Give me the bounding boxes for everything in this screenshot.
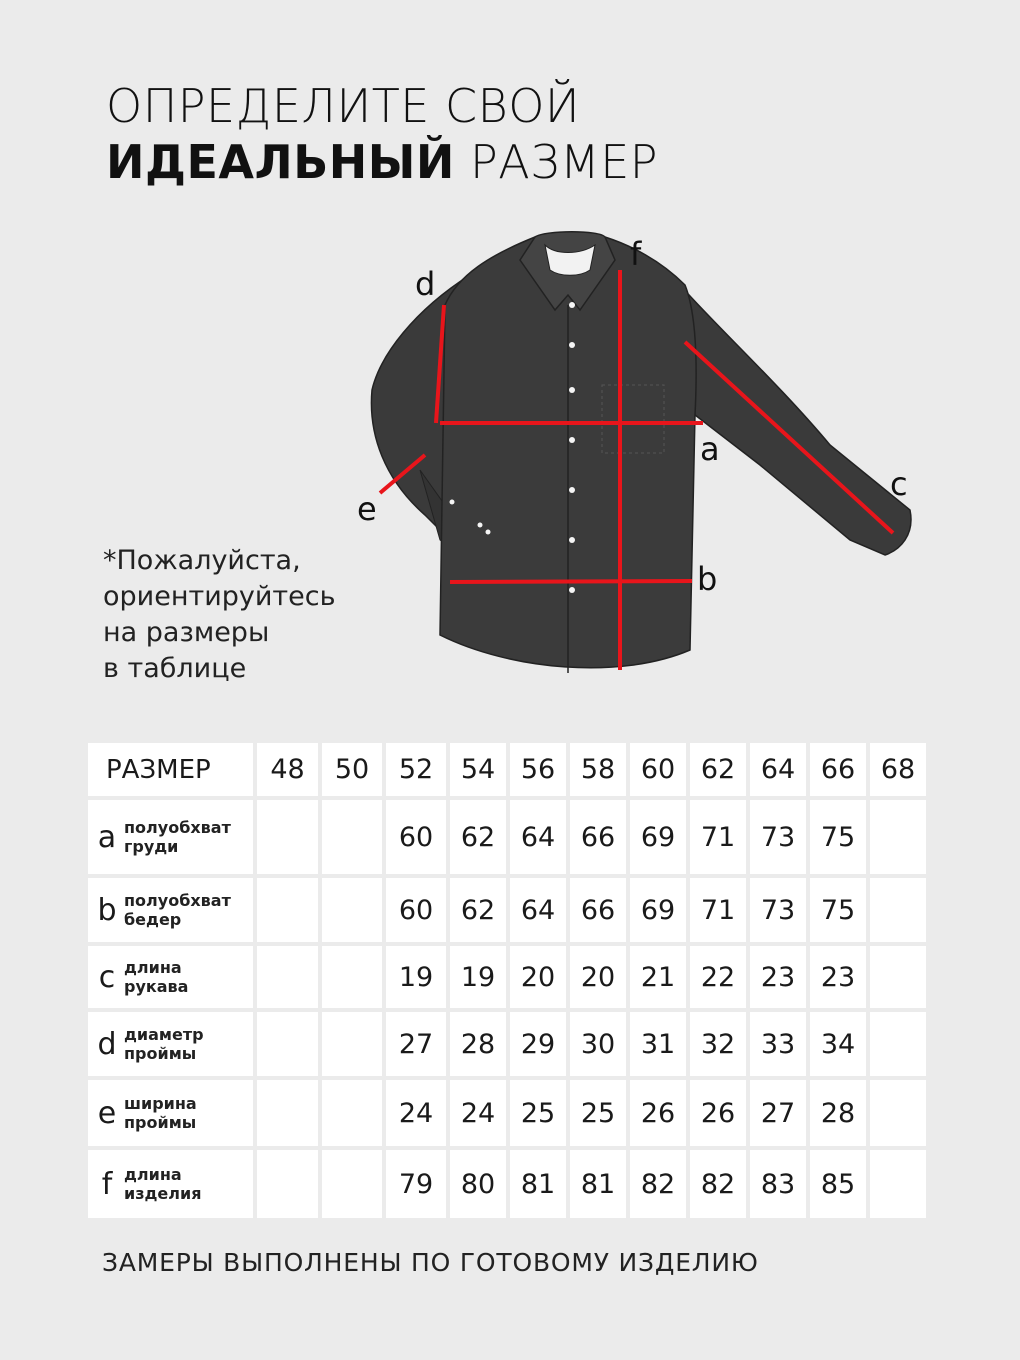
measure-label-cell <box>88 1150 253 1218</box>
table-value-cell: 27 <box>750 1080 806 1146</box>
size-header-cell: 60 <box>630 743 686 796</box>
table-value-cell: 73 <box>750 800 806 874</box>
table-value-cell: 25 <box>510 1080 566 1146</box>
table-value-cell: 20 <box>510 946 566 1008</box>
measure-name <box>124 958 188 996</box>
measure-letter: a <box>97 819 117 855</box>
table-value-cell: 28 <box>450 1012 506 1076</box>
table-header-label: РАЗМЕР <box>88 743 253 796</box>
size-header-cell: 64 <box>750 743 806 796</box>
table-value-cell <box>870 1150 926 1218</box>
table-value-cell: 75 <box>810 878 866 942</box>
measure-name-line: длина <box>124 1165 182 1184</box>
measure-name <box>124 1165 201 1203</box>
table-value-cell: 81 <box>510 1150 566 1218</box>
table-value-cell: 60 <box>386 800 446 874</box>
table-value-cell: 64 <box>510 800 566 874</box>
size-header-cell: 50 <box>322 743 382 796</box>
size-table <box>88 743 926 1218</box>
measure-name-line: полуобхват <box>124 818 231 837</box>
table-value-cell: 26 <box>690 1080 746 1146</box>
table-value-cell: 69 <box>630 800 686 874</box>
measure-label-cell <box>88 800 253 874</box>
table-value-cell: 75 <box>810 800 866 874</box>
table-value-cell: 32 <box>690 1012 746 1076</box>
diagram-label-e: e <box>357 490 377 528</box>
diagram-label-d: d <box>415 265 436 303</box>
table-value-cell: 71 <box>690 800 746 874</box>
table-value-cell: 85 <box>810 1150 866 1218</box>
table-value-cell: 34 <box>810 1012 866 1076</box>
diagram-label-c: c <box>890 465 908 503</box>
table-value-cell: 29 <box>510 1012 566 1076</box>
measure-name-line: бедер <box>124 910 182 929</box>
measure-name-line: ширина <box>124 1094 197 1113</box>
table-value-cell <box>257 878 318 942</box>
table-value-cell: 19 <box>450 946 506 1008</box>
measure-letter: d <box>97 1026 117 1062</box>
table-value-cell: 33 <box>750 1012 806 1076</box>
note-line: *Пожалуйста, <box>103 545 301 576</box>
measure-name <box>124 1025 204 1063</box>
size-header-cell: 54 <box>450 743 506 796</box>
measure-name-line: диаметр <box>124 1025 204 1044</box>
table-value-cell: 31 <box>630 1012 686 1076</box>
table-value-cell: 24 <box>386 1080 446 1146</box>
table-value-cell: 21 <box>630 946 686 1008</box>
table-value-cell: 82 <box>630 1150 686 1218</box>
measure-letter: f <box>101 1166 113 1202</box>
table-value-cell: 60 <box>386 878 446 942</box>
measure-name-line: полуобхват <box>124 891 231 910</box>
diagram-label-f: f <box>630 235 642 273</box>
shirt-diagram <box>340 215 930 685</box>
table-value-cell: 66 <box>570 800 626 874</box>
measure-letter: e <box>97 1095 117 1131</box>
table-value-cell: 19 <box>386 946 446 1008</box>
table-value-cell: 66 <box>570 878 626 942</box>
footer-note: ЗАМЕРЫ ВЫПОЛНЕНЫ ПО ГОТОВОМУ ИЗДЕЛИЮ <box>102 1248 759 1277</box>
table-value-cell <box>322 1150 382 1218</box>
note-line: на размеры <box>103 617 270 648</box>
table-value-cell <box>257 800 318 874</box>
measure-name <box>124 891 231 929</box>
table-value-cell <box>322 1012 382 1076</box>
measure-name-line: рукава <box>124 977 189 996</box>
note-line: в таблице <box>103 653 247 684</box>
measure-name <box>124 818 231 856</box>
table-value-cell: 62 <box>450 878 506 942</box>
table-value-cell <box>870 800 926 874</box>
table-value-cell: 64 <box>510 878 566 942</box>
table-value-cell: 79 <box>386 1150 446 1218</box>
table-value-cell: 27 <box>386 1012 446 1076</box>
table-value-cell: 69 <box>630 878 686 942</box>
measure-label-cell <box>88 1080 253 1146</box>
table-value-cell: 28 <box>810 1080 866 1146</box>
measure-letter: c <box>98 959 116 995</box>
measure-name-line: длина <box>124 958 182 977</box>
measure-letter: b <box>97 892 117 928</box>
table-value-cell <box>870 946 926 1008</box>
measure-name-line: проймы <box>124 1044 197 1063</box>
measure-label-cell <box>88 878 253 942</box>
measure-name-line: проймы <box>124 1113 197 1132</box>
table-value-cell: 25 <box>570 1080 626 1146</box>
size-header-cell: 66 <box>810 743 866 796</box>
table-value-cell <box>257 1080 318 1146</box>
diagram-label-b: b <box>697 560 718 598</box>
note-line: ориентируйтесь <box>103 581 336 612</box>
table-value-cell <box>257 946 318 1008</box>
page-title <box>106 78 658 190</box>
table-value-cell: 26 <box>630 1080 686 1146</box>
size-header-cell: 58 <box>570 743 626 796</box>
size-header-cell: 56 <box>510 743 566 796</box>
table-value-cell: 71 <box>690 878 746 942</box>
size-note <box>103 543 336 687</box>
table-value-cell: 81 <box>570 1150 626 1218</box>
table-value-cell: 22 <box>690 946 746 1008</box>
measure-name-line: изделия <box>124 1184 202 1203</box>
measure-label-cell <box>88 1012 253 1076</box>
table-value-cell <box>322 878 382 942</box>
table-value-cell <box>870 878 926 942</box>
table-value-cell: 62 <box>450 800 506 874</box>
table-value-cell: 30 <box>570 1012 626 1076</box>
table-value-cell <box>322 946 382 1008</box>
shirt-right-sleeve <box>680 285 911 555</box>
table-value-cell: 20 <box>570 946 626 1008</box>
diagram-label-a: a <box>700 430 720 468</box>
size-header-cell: 62 <box>690 743 746 796</box>
table-value-cell <box>257 1150 318 1218</box>
table-value-cell: 80 <box>450 1150 506 1218</box>
table-value-cell <box>257 1012 318 1076</box>
size-header-cell: 52 <box>386 743 446 796</box>
table-value-cell <box>322 1080 382 1146</box>
table-value-cell <box>322 800 382 874</box>
table-value-cell: 83 <box>750 1150 806 1218</box>
table-value-cell: 73 <box>750 878 806 942</box>
table-value-cell <box>870 1080 926 1146</box>
measure-line-b <box>450 581 692 582</box>
measure-name <box>124 1094 197 1132</box>
table-value-cell <box>870 1012 926 1076</box>
title-line-2 <box>106 134 658 190</box>
title-bold-word: ИДЕАЛЬНЫЙ <box>106 135 455 189</box>
size-header-cell: 48 <box>257 743 318 796</box>
measure-label-cell <box>88 946 253 1008</box>
table-value-cell: 82 <box>690 1150 746 1218</box>
table-value-cell: 23 <box>750 946 806 1008</box>
title-rest-word: РАЗМЕР <box>470 135 659 189</box>
measure-name-line: груди <box>124 837 179 856</box>
table-value-cell: 23 <box>810 946 866 1008</box>
title-line-1: ОПРЕДЕЛИТЕ СВОЙ <box>106 79 581 133</box>
table-value-cell: 24 <box>450 1080 506 1146</box>
size-header-cell: 68 <box>870 743 926 796</box>
